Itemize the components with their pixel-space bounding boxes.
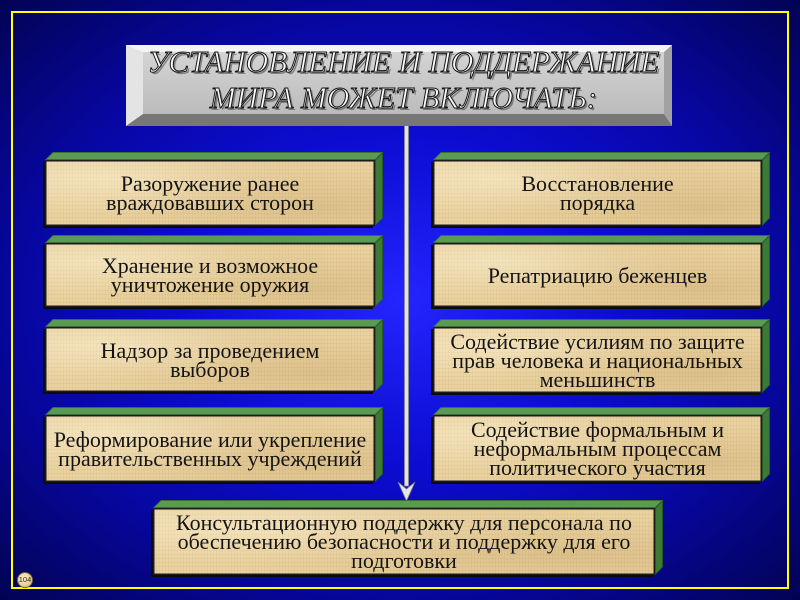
item-government-institutions-reform <box>45 415 375 482</box>
item-text-line: уничтожение оружия <box>110 272 310 297</box>
item-text-line: Репатриацию беженцев <box>487 262 708 288</box>
item-text-line: Консультационную поддержку для персонала по <box>176 510 632 535</box>
item-text-line: порядка <box>559 190 636 215</box>
item-text-line: меньшинств <box>539 366 656 392</box>
item-text-line: правительственных учреждений <box>58 445 362 471</box>
item-human-rights-support <box>433 327 762 393</box>
item-text-line: Надзор за проведением <box>100 337 320 363</box>
item-text-line: политического участия <box>489 455 706 480</box>
item-text-line: Реформирование или укрепление <box>53 426 367 452</box>
item-weapons-storage <box>45 243 375 307</box>
item-refugee-repatriation <box>433 243 762 307</box>
item-text-line: Восстановление <box>521 171 674 196</box>
item-text-line: враждовавших сторон <box>106 190 314 215</box>
title-box <box>126 45 672 126</box>
item-text-line: Разоружение ранее <box>120 171 300 196</box>
item-order-restoration <box>433 160 762 226</box>
item-text-line: подготовки <box>351 548 457 573</box>
item-political-participation-support <box>433 415 762 482</box>
item-disarmament <box>45 160 375 226</box>
title-line: МИРА МОЖЕТ ВКЛЮЧАТЬ: <box>209 80 598 115</box>
item-text-line: обеспечению безопасности и поддержку для его <box>177 529 631 554</box>
slide-title <box>143 44 664 116</box>
item-text-line: Содействие формальным и <box>471 417 724 442</box>
page-number-badge: 104 <box>17 572 33 588</box>
item-election-monitoring <box>45 327 375 392</box>
item-security-personnel-advice <box>153 508 655 575</box>
item-text-line: неформальным процессам <box>473 436 722 461</box>
item-text-line: Хранение и возможное <box>101 253 319 278</box>
item-text-line: выборов <box>170 356 250 382</box>
arrow-shaft <box>405 124 409 486</box>
item-text-line: Содействие усилиям по защите <box>450 328 745 354</box>
item-text-line: прав человека и национальных <box>452 347 743 373</box>
title-line: УСТАНОВЛЕНИЕ И ПОДДЕРЖАНИЕ <box>147 44 660 79</box>
